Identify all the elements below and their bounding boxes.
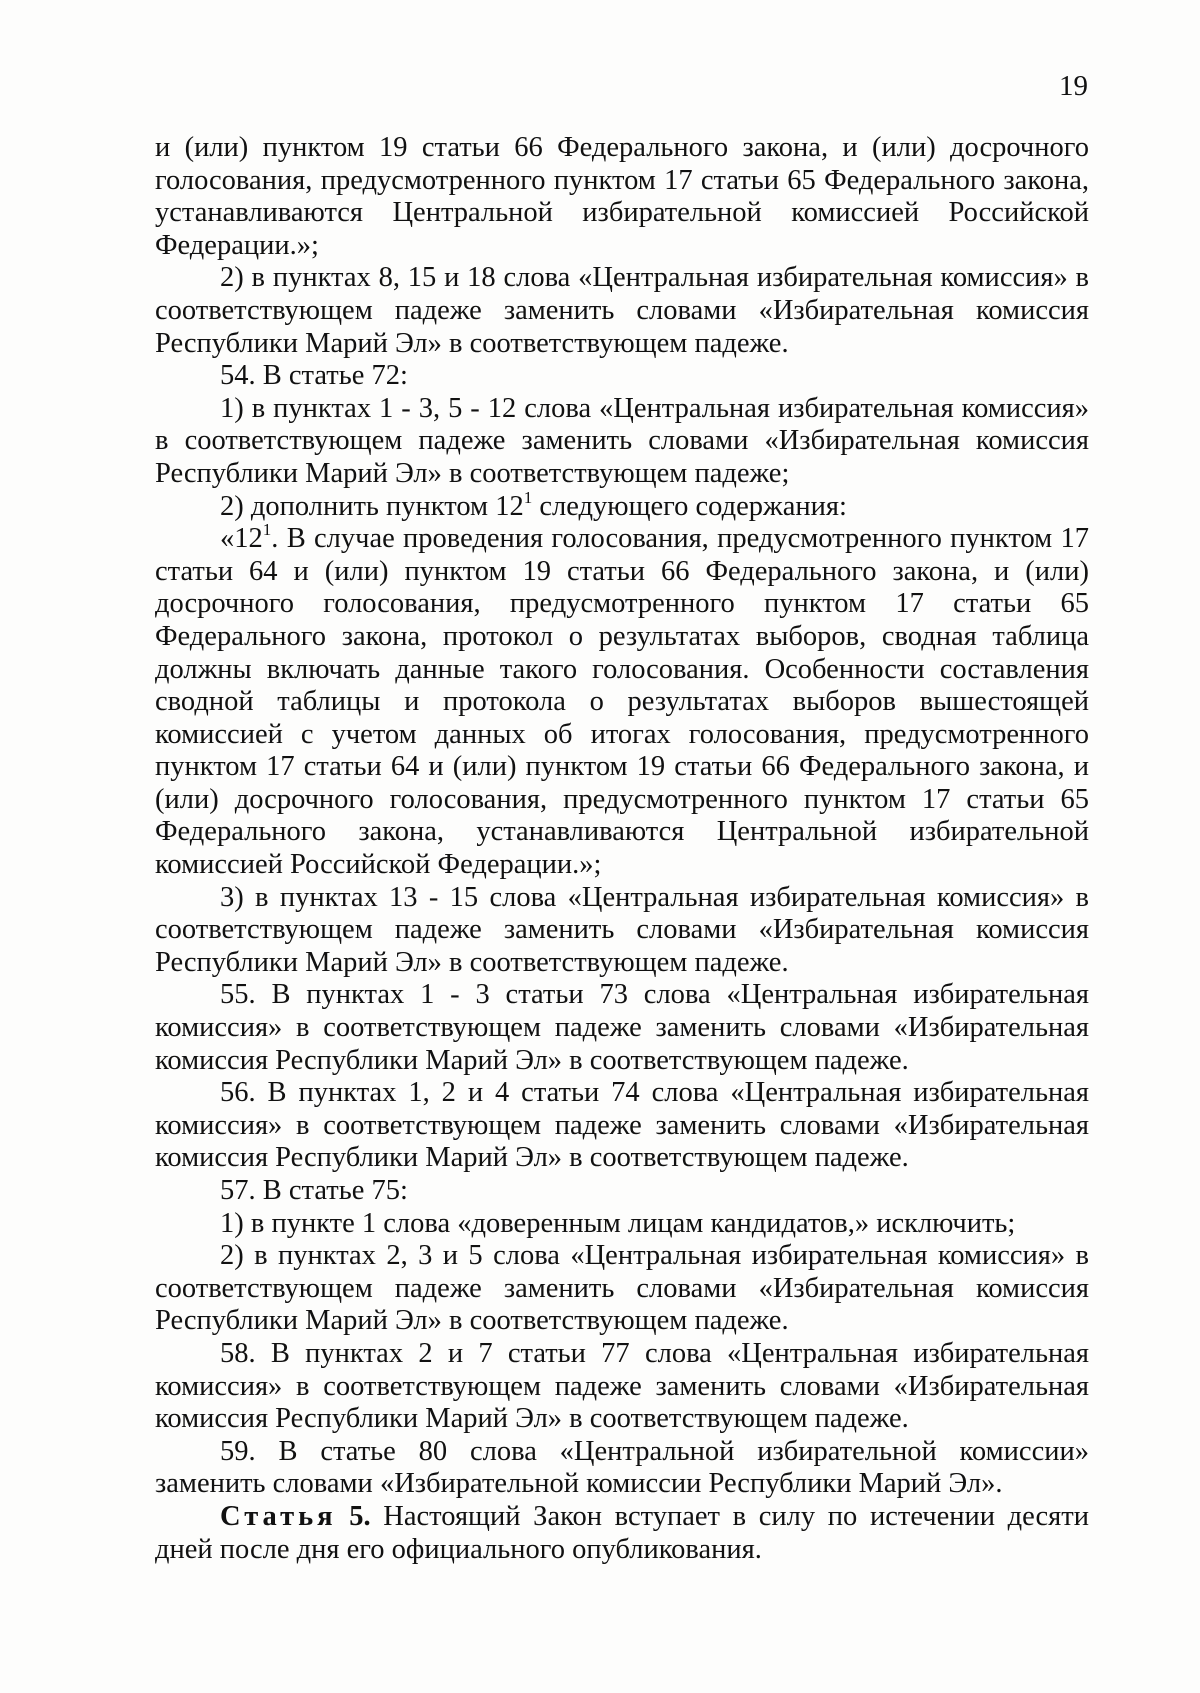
article-text: Настоящий Закон вступает в силу по истечении десяти дней после дня его официального опубликования.: [155, 1500, 1089, 1565]
paragraph-text: . В случае проведения голосования, предусмотренного пунктом 17 статьи 64 и (или) пунктом 19 статьи 66 Федерального закона, и (или) досрочного голосования, предусмотренного пунктом 17 статьи 65 Федерального закона, протокол о результатах выборов, сводная таблица должны включать данные такого голосования. Особенности составления сводной таблицы и протокола о результатах выборов вышестоящей комиссией с учетом данных об итогах голосования, предусмотренного пунктом 17 статьи 64 и (или) пунктом 19 статьи 66 Федерального закона, и (или) досрочного голосования, предусмотренного пунктом 17 статьи 65 Федерального закона, устанавливаются Центральной избирательной комиссией Российской Федерации.»;: [155, 523, 1089, 881]
paragraph-item: 56. В пунктах 1, 2 и 4 статьи 74 слова «Центральная избирательная комиссия» в соответствующем падеже заменить словами «Избирательная комиссия Республики Марий Эл» в соответствующем падеже.: [155, 1077, 1089, 1174]
paragraph-item: 1) в пунктах 1 - 3, 5 - 12 слова «Центральная избирательная комиссия» в соответствующем падеже заменить словами «Избирательная комиссия Республики Марий Эл» в соответствующем падеже;: [155, 392, 1089, 489]
paragraph-item: 58. В пунктах 2 и 7 статьи 77 слова «Центральная избирательная комиссия» в соответствующем падеже заменить словами «Избирательная комиссия Республики Марий Эл» в соответствующем падеже.: [155, 1337, 1089, 1435]
paragraph-item: 55. В пунктах 1 - 3 статьи 73 слова «Центральная избирательная комиссия» в соответствующем падеже заменить словами «Избирательная комиссия Республики Марий Эл» в соответствующем падеже.: [155, 979, 1089, 1076]
article-number: 5.: [336, 1500, 371, 1532]
superscript: 1: [523, 487, 533, 507]
paragraph-item: [155, 487, 1089, 524]
document-body: [155, 132, 1089, 1566]
paragraph-item: 54. В статье 72:: [220, 360, 408, 392]
article-5-paragraph: [155, 1501, 1089, 1566]
paragraph-item: 2) в пунктах 2, 3 и 5 слова «Центральная избирательная комиссия» в соответствующем падеже заменить словами «Избирательная комиссия Республики Марий Эл» в соответствующем падеже.: [155, 1240, 1089, 1337]
paragraph-text: следующего содержания:: [532, 490, 847, 522]
paragraph-item: 2) в пунктах 8, 15 и 18 слова «Центральная избирательная комиссия» в соответствующем падеже заменить словами «Избирательная комиссия Республики Марий Эл» в соответствующем падеже.: [155, 262, 1089, 359]
article-label: Статья: [220, 1500, 337, 1532]
paragraph-item: 1) в пункте 1 слова «доверенным лицам кандидатов,» исключить;: [220, 1207, 1016, 1239]
paragraph-item: 59. В статье 80 слова «Центральной избирательной комиссии» заменить словами «Избирательной комиссии Республики Марий Эл».: [155, 1435, 1089, 1500]
paragraph-item: 57. В статье 75:: [220, 1175, 408, 1206]
paragraph-text: 2) дополнить пунктом 12: [220, 490, 524, 522]
paragraph-text: «12: [220, 523, 263, 555]
paragraph-item: [155, 520, 1089, 882]
paragraph-continuation: и (или) пунктом 19 статьи 66 Федерального закона, и (или) досрочного голосования, предусмотренного пунктом 17 статьи 65 Федерального закона, устанавливаются Центральной избирательной комиссией Российской Федерации.»;: [155, 132, 1089, 261]
superscript: 1: [262, 520, 272, 540]
paragraph-item: 3) в пунктах 13 - 15 слова «Центральная избирательная комиссия» в соответствующем падеже заменить словами «Избирательная комиссия Республики Марий Эл» в соответствующем падеже.: [155, 881, 1089, 978]
page-number: 19: [1059, 70, 1088, 102]
